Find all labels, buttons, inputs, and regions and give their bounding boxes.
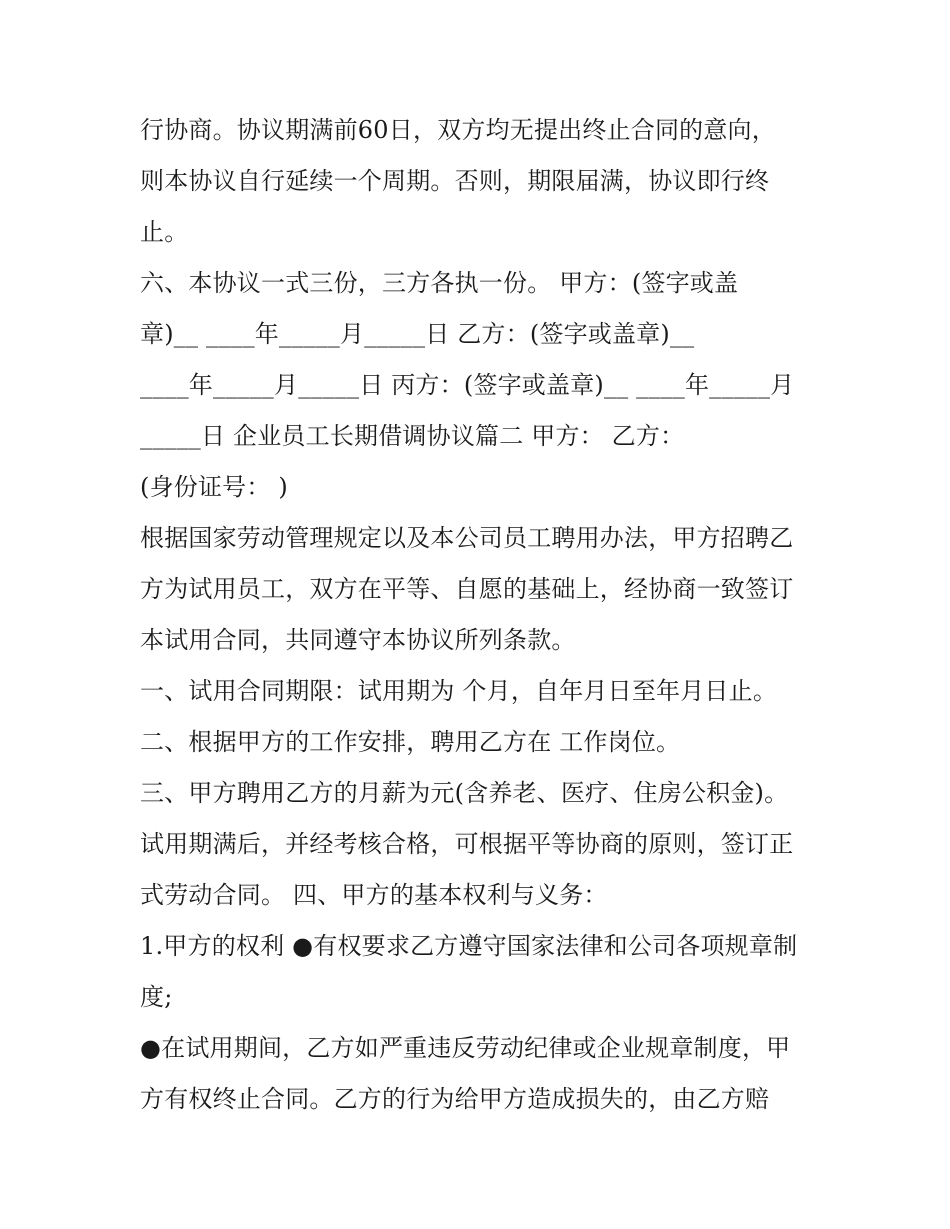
text-line: 本试用合同，共同遵守本协议所列条款。 (140, 626, 576, 654)
text-line: ●在试用期间，乙方如严重违反劳动纪律或企业规章制度，甲 (140, 1034, 791, 1062)
text-line: 方有权终止合同。乙方的行为给甲方造成损失的，由乙方赔 (140, 1085, 770, 1113)
text-line: 止。 (140, 218, 189, 246)
text-line: 二、根据甲方的工作安排，聘用乙方在 工作岗位。 (140, 728, 681, 756)
text-line: 度; (140, 983, 173, 1011)
text-line: 1.甲方的权利 ●有权要求乙方遵守国家法律和公司各项规章制 (140, 932, 798, 960)
text-line: 方为试用员工，双方在平等、自愿的基础上，经协商一致签订 (140, 575, 794, 603)
text-line: _____日 企业员工长期借调协议篇二 甲方： 乙方： (140, 422, 685, 450)
text-line: 一、试用合同期限：试用期为 个月，自年月日至年月日止。 (140, 677, 778, 705)
text-line: (身份证号： ) (140, 473, 288, 501)
text-line: ____年_____月_____日 丙方：(签字或盖章)__ ____年_____月 (140, 371, 795, 399)
text-line: 式劳动合同。 四、甲方的基本权利与义务： (140, 881, 608, 909)
text-line: 六、本协议一式三份，三方各执一份。 甲方：(签字或盖 (140, 269, 739, 297)
text-line: 根据国家劳动管理规定以及本公司员工聘用办法，甲方招聘乙 (140, 524, 794, 552)
text-line: 则本协议自行延续一个周期。否则，期限届满，协议即行终 (140, 167, 770, 195)
text-line: 行协商。协议期满前60日，双方均无提出终止合同的意向， (140, 116, 776, 144)
text-line: 试用期满后，并经考核合格，可根据平等协商的原则，签订正 (140, 830, 794, 858)
text-line: 三、甲方聘用乙方的月薪为元(含养老、医疗、住房公积金)。 (140, 779, 789, 807)
text-line: 章)__ ____年_____月_____日 乙方：(签字或盖章)__ (140, 320, 695, 348)
